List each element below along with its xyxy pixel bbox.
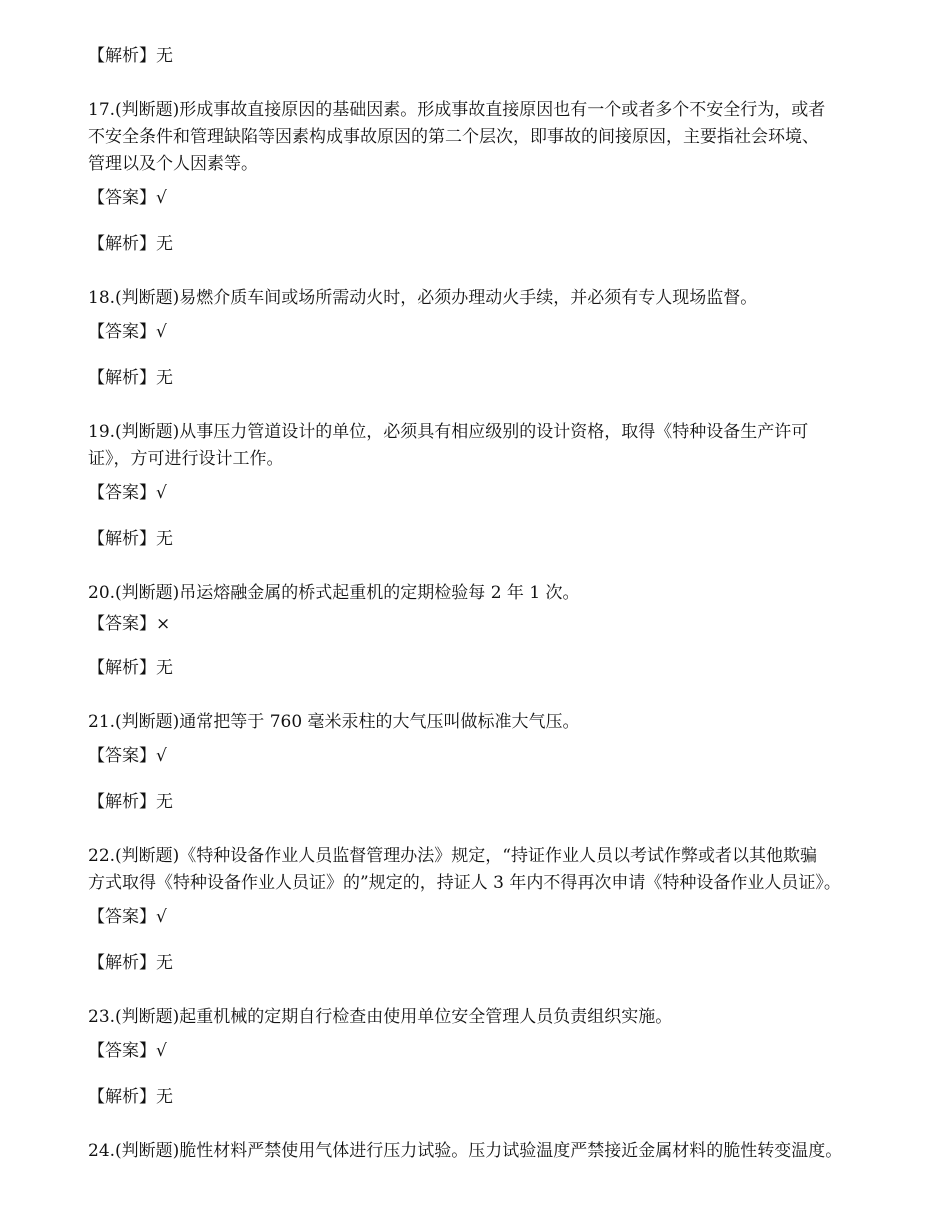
explanation-21: 【解析】无 bbox=[88, 792, 173, 812]
explanation-23: 【解析】无 bbox=[88, 1087, 173, 1107]
answer-22: 【答案】√ bbox=[88, 907, 167, 927]
question-17-line-2: 不安全条件和管理缺陷等因素构成事故原因的第二个层次，即事故的间接原因，主要指社会环境、 bbox=[88, 127, 819, 147]
question-19-line-2: 证》，方可进行设计工作。 bbox=[88, 449, 284, 469]
question-18-line-1: 18.(判断题)易燃介质车间或场所需动火时，必须办理动火手续，并必须有专人现场监督。 bbox=[88, 288, 758, 308]
question-17-line-3: 管理以及个人因素等。 bbox=[88, 154, 258, 174]
question-19-line-1: 19.(判断题)从事压力管道设计的单位，必须具有相应级别的设计资格，取得《特种设备生产许可 bbox=[88, 422, 809, 442]
explanation-20: 【解析】无 bbox=[88, 658, 173, 678]
answer-21: 【答案】√ bbox=[88, 746, 167, 766]
question-22-line-1: 22.(判断题)《特种设备作业人员监督管理办法》规定，“持证作业人员以考试作弊或者以其他欺骗 bbox=[88, 846, 817, 866]
answer-19: 【答案】√ bbox=[88, 483, 167, 503]
answer-20: 【答案】× bbox=[88, 614, 171, 634]
answer-23: 【答案】√ bbox=[88, 1041, 167, 1061]
explanation-19: 【解析】无 bbox=[88, 529, 173, 549]
answer-17: 【答案】√ bbox=[88, 188, 167, 208]
question-17-line-1: 17.(判断题)形成事故直接原因的基础因素。形成事故直接原因也有一个或者多个不安全行为，或者 bbox=[88, 100, 826, 120]
explanation-18: 【解析】无 bbox=[88, 368, 173, 388]
question-22-line-2: 方式取得《特种设备作业人员证》的”规定的，持证人 3 年内不得再次申请《特种设备作业人员证》。 bbox=[88, 873, 841, 893]
question-21-line-1: 21.(判断题)通常把等于 760 毫米汞柱的大气压叫做标准大气压。 bbox=[88, 712, 580, 732]
explanation-16: 【解析】无 bbox=[88, 46, 173, 66]
answer-18: 【答案】√ bbox=[88, 322, 167, 342]
explanation-17: 【解析】无 bbox=[88, 234, 173, 254]
question-23-line-1: 23.(判断题)起重机械的定期自行检查由使用单位安全管理人员负责组织实施。 bbox=[88, 1007, 673, 1027]
explanation-22: 【解析】无 bbox=[88, 953, 173, 973]
question-20-line-1: 20.(判断题)吊运熔融金属的桥式起重机的定期检验每 2 年 1 次。 bbox=[88, 583, 580, 603]
question-24-line-1: 24.(判断题)脆性材料严禁使用气体进行压力试验。压力试验温度严禁接近金属材料的脆性转变温度。 bbox=[88, 1141, 843, 1161]
